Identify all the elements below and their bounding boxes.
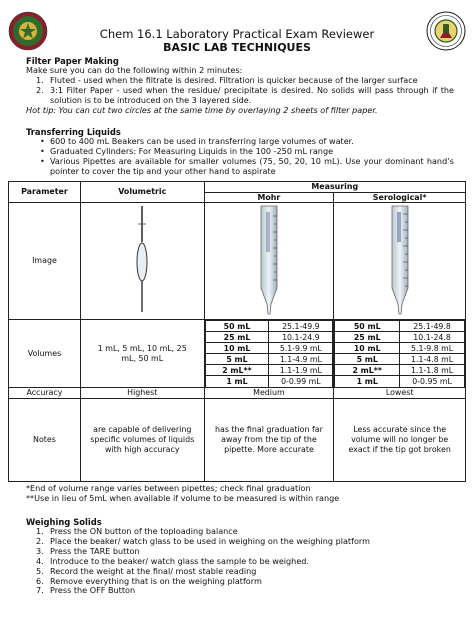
table-row: 1 mL 0-0.95 mL [335,376,465,387]
accuracy-volumetric: Highest [80,387,204,398]
hot-tip: Hot tip: You can cut two circles at the same time by overlaying 2 sheets of filter paper. [26,104,378,115]
table-row: 50 mL 25.1-49.8 [335,321,465,332]
table-row: 10 mL 5.1-9.9 mL [205,343,333,354]
list-item: 6. Remove everything that is on the weighing platform [36,575,262,586]
list-item: • 600 to 400 mL Beakers can be used in transferring large volumes of water. [40,136,354,147]
table-row: 5 mL 1.1-4.9 mL [205,354,333,365]
header [60,27,414,54]
page-title: Chem 16.1 Laboratory Practical Exam Reviewer [99,27,375,41]
mohr-volume-table [205,320,334,387]
list-item: • Graduated Cylinders: For Measuring Liquids in the 100 -250 mL range [40,146,334,157]
institute-seal-icon [426,11,466,51]
accuracy-mohr: Medium [204,387,334,398]
serological-volumes-cell [334,320,466,388]
row-label-notes: Notes [9,398,81,481]
filter-paper-intro: Make sure you can do the following within 2 minutes: [26,65,243,76]
list-item: 7. Press the OFF Button [36,585,136,596]
list-item: • Various Pipettes are available for smaller volumes (75, 50, 20, 10 mL). Use your dominant hand’s pointer to cover the tip and your other hand to aspirate [40,155,454,176]
footnote: *End of volume range varies between pipettes; check final graduation [26,483,311,493]
footnote: **Use in lieu of 5mL when available if volume to be measured is within range [26,492,340,503]
header-parameter: Parameter [9,182,81,203]
table-row: 5 mL 1.1-4.8 mL [335,354,465,365]
filter-paper-section [26,56,454,116]
list-item: 2. 3:1 Filter Paper - used when the residue/ precipitate is desired. No solids will pass through if the solution is to be introduced on the 3 layered side. [36,84,454,105]
header-volumetric: Volumetric [80,182,204,203]
serological-image-cell [334,203,466,320]
transferring-heading: Transferring Liquids [26,127,121,137]
list-item: 5. Record the weight at the final/ most stable reading [36,565,257,576]
table-row: 2 mL** 1.1-1.9 mL [205,365,333,376]
list-item: 2. Place the beaker/ watch glass to be used in weighing on the weighing platform [36,536,370,547]
header-mohr: Mohr [204,192,334,203]
volumetric-volumes: 1 mL, 5 mL, 10 mL, 25 mL, 50 mL [80,320,204,388]
table-row: 25 mL 10.1-24.8 [335,332,465,343]
list-item: 3. Press the TARE button [36,545,140,556]
accuracy-serological: Lowest [334,387,466,398]
university-seal-icon [8,11,48,51]
serological-pipette-icon [370,204,430,316]
header-serological: Serological* [334,192,466,203]
transferring-list [26,137,454,176]
page-subtitle: BASIC LAB TECHNIQUES [163,41,311,54]
table-row: 2 mL** 1.1-1.8 mL [335,365,465,376]
filter-paper-heading: Filter Paper Making [26,56,119,66]
footnotes [26,484,466,504]
notes-serological: Less accurate since the volume will no longer be exact if the tip got broken [334,398,466,481]
notes-volumetric: are capable of delivering specific volumes of liquids with high accuracy [80,398,204,481]
header-measuring: Measuring [204,182,465,193]
row-label-image: Image [9,203,81,320]
weighing-steps [26,527,466,596]
serological-volume-table [334,320,465,387]
table-row: 25 mL 10.1-24.9 [205,332,333,343]
weighing-heading: Weighing Solids [26,517,102,527]
volumetric-pipette-icon [122,204,162,316]
transferring-section [26,127,454,177]
mohr-pipette-icon [239,204,299,316]
table-row: 50 mL 25.1-49.9 [205,321,333,332]
filter-paper-list [26,76,454,106]
row-label-accuracy: Accuracy [9,387,81,398]
table-row: 10 mL 5.1-9.8 mL [335,343,465,354]
pipette-table [8,181,466,482]
volumetric-image-cell [80,203,204,320]
notes-mohr: has the final graduation far away from the tip of the pipette. More accurate [204,398,334,481]
weighing-section [26,517,466,596]
list-item: 1. Fluted - used when the filtrate is desired. Filtration is quicker because of the larger surface [36,75,418,86]
row-label-volumes: Volumes [9,320,81,388]
mohr-image-cell [204,203,334,320]
list-item: 4. Introduce to the beaker/ watch glass the sample to be weighed. [36,555,310,566]
list-item: 1. Press the ON button of the toploading balance [36,526,238,537]
table-row: 1 mL 0-0.99 mL [205,376,333,387]
mohr-volumes-cell [204,320,334,388]
